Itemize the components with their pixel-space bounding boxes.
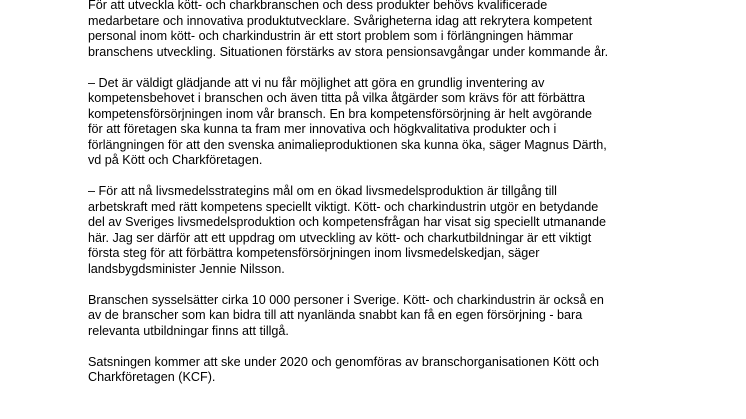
text-line: branschens utveckling. Situationen förstärks av stora pensionsavgångar under kommande år. xyxy=(88,44,609,59)
document-body xyxy=(88,0,728,401)
text-line: förlängningen för att den svenska animalieproduktionen ska kunna öka, säger Magnus Därth, xyxy=(88,137,607,152)
text-line: vd på Kött och Charkföretagen. xyxy=(88,153,263,167)
paragraph-initiative xyxy=(88,355,728,386)
text-line: arbetskraft med rätt kompetens speciellt viktigt. Kött- och charkindustrin utgör en betydande xyxy=(88,199,599,214)
paragraph-quote-jennie-nilsson xyxy=(88,184,728,277)
text-line: kompetensförsörjningen inom vår bransch. En bra kompetensförsörjning är helt avgörande xyxy=(88,106,593,121)
text-line: – Det är väldigt glädjande att vi nu får möjlighet att göra en grundlig inventering av xyxy=(88,75,545,90)
text-line: personal inom kött- och charkindustrin är ett stort problem som i förlängningen hämmar xyxy=(88,29,574,43)
paragraph-intro xyxy=(88,0,728,60)
paragraph-employment xyxy=(88,293,728,340)
text-line: del av Sveriges livsmedelsproduktion och kompetensfrågan har visat sig speciellt utmanande xyxy=(88,215,607,229)
text-line: kompetensbehovet i branschen och även titta på vilka åtgärder som krävs för att förbättra xyxy=(88,91,586,105)
text-line: medarbetare och innovativa produktutvecklare. Svårigheterna idag att rekrytera kompetent xyxy=(88,13,593,28)
text-line: – För att nå livsmedelsstrategins mål om en ökad livsmedelsproduktion är tillgång till xyxy=(88,184,557,198)
text-line: av de branscher som kan bidra till att nyanlända snabbt kan få en egen försörjning - bara xyxy=(88,308,583,322)
text-line: Satsningen kommer att ske under 2020 och genomföras av branschorganisationen Kött och xyxy=(88,354,600,369)
text-line: Branschen sysselsätter cirka 10 000 personer i Sverige. Kött- och charkindustrin är också en xyxy=(88,292,604,307)
text-line: landsbygdsminister Jennie Nilsson. xyxy=(88,261,285,276)
text-line: relevanta utbildningar finns att tillgå. xyxy=(88,323,289,338)
text-line: för att företagen ska kunna ta fram mer innovativa och högkvalitativa produkter och i xyxy=(88,122,557,136)
text-line: Charkföretagen (KCF). xyxy=(88,370,216,384)
text-line: För att utveckla kött- och charkbranschen och dess produkter behövs kvalificerade xyxy=(88,0,548,12)
text-line: här. Jag ser därför att ett uppdrag om utveckling av kött- och charkutbildningar är ett viktigt xyxy=(88,230,592,245)
paragraph-quote-magnus-darth xyxy=(88,76,728,169)
text-line: första steg för att förbättra kompetensförsörjningen inom livsmedelskedjan, säger xyxy=(88,246,540,260)
